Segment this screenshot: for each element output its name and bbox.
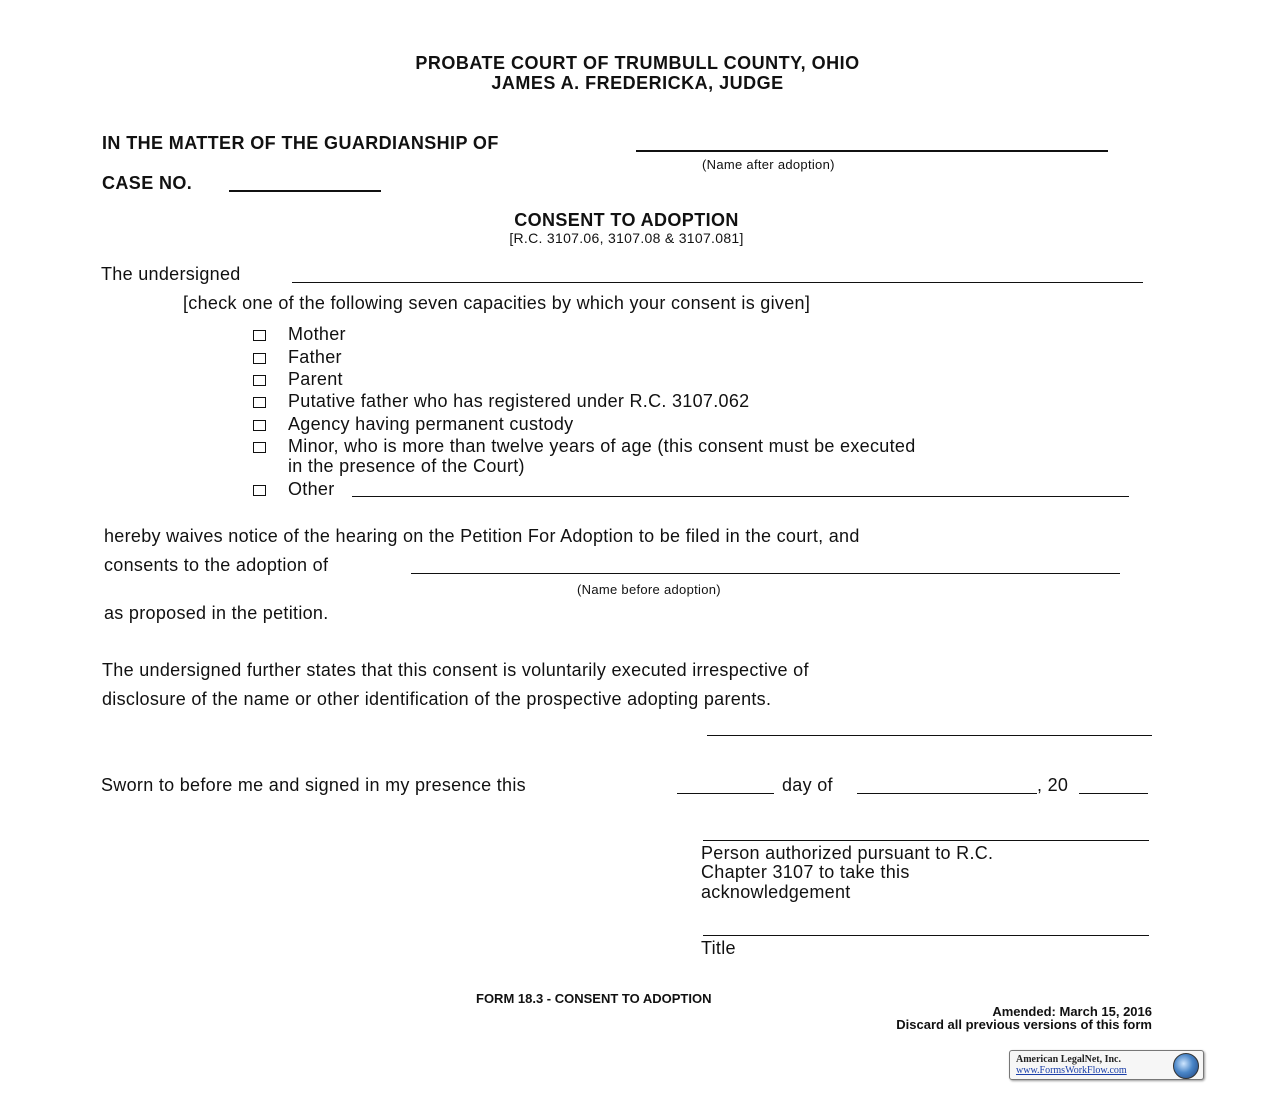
waiver-line-2: consents to the adoption of [104,555,329,575]
authorized-line-1: Person authorized pursuant to R.C. [701,843,994,863]
adoptee-name-field[interactable] [411,573,1120,574]
name-after-adoption-caption: (Name after adoption) [702,157,835,172]
form-title: CONSENT TO ADOPTION [514,210,739,230]
court-name: PROBATE COURT OF TRUMBULL COUNTY, OHIO [415,53,860,73]
title-label: Title [701,938,736,958]
option-agency-label: Agency having permanent custody [288,414,574,434]
waiver-line-1: hereby waives notice of the hearing on the Petition For Adoption to be filed in the court, and [104,526,860,546]
sworn-statement: Sworn to before me and signed in my presence this [101,775,526,795]
undersigned-label: The undersigned [101,264,241,284]
form-identifier: FORM 18.3 - CONSENT TO ADOPTION [476,991,712,1006]
sworn-year-field[interactable] [1079,793,1148,794]
american-legalnet-logo[interactable] [1009,1050,1204,1080]
option-putative-father-label: Putative father who has registered under R.C. 3107.062 [288,391,750,411]
option-parent-label: Parent [288,369,343,389]
checkbox-putative-father[interactable] [253,397,266,408]
logo-url-link[interactable]: www.FormsWorkFlow.com [1016,1065,1127,1076]
name-before-adoption-caption: (Name before adoption) [577,582,721,597]
checkbox-father[interactable] [253,353,266,364]
checkbox-mother[interactable] [253,330,266,341]
authorized-line-2: Chapter 3107 to take this [701,862,910,882]
option-mother-label: Mother [288,324,346,344]
globe-icon [1173,1053,1199,1079]
judge-name: JAMES A. FREDERICKA, JUDGE [491,73,784,93]
checkbox-minor[interactable] [253,442,266,453]
case-number-field[interactable] [229,190,381,192]
checkbox-parent[interactable] [253,375,266,386]
other-capacity-field[interactable] [352,496,1129,497]
authorized-line-3: acknowledgement [701,882,851,902]
matter-label: IN THE MATTER OF THE GUARDIANSHIP OF [102,133,499,153]
sworn-month-field[interactable] [857,793,1037,794]
amended-date: Amended: March 15, 2016 [992,1004,1152,1019]
case-number-label: CASE NO. [102,173,193,193]
statute-reference: [R.C. 3107.06, 3107.08 & 3107.081] [509,230,744,246]
sworn-year-prefix: , 20 [1037,775,1069,795]
undersigned-name-field[interactable] [292,282,1143,283]
sworn-day-of-label: day of [782,775,833,795]
option-minor-label-continued: in the presence of the Court) [288,456,525,476]
discard-notice: Discard all previous versions of this form [896,1017,1152,1032]
logo-company-name: American LegalNet, Inc. [1016,1054,1121,1065]
guardianship-name-field[interactable] [636,150,1108,152]
option-father-label: Father [288,347,342,367]
option-other-label: Other [288,479,335,499]
checkbox-agency[interactable] [253,420,266,431]
statement-line-1: The undersigned further states that this consent is voluntarily executed irrespective of [102,660,809,680]
sworn-day-field[interactable] [677,793,774,794]
authorized-signature-field[interactable] [703,840,1149,841]
signature-field[interactable] [707,735,1152,736]
title-field[interactable] [703,935,1149,936]
option-minor-label: Minor, who is more than twelve years of age (this consent must be executed [288,436,916,456]
statement-line-2: disclosure of the name or other identification of the prospective adopting parents. [102,689,772,709]
waiver-line-3: as proposed in the petition. [104,603,329,623]
capacity-instruction: [check one of the following seven capacities by which your consent is given] [183,293,811,313]
checkbox-other[interactable] [253,485,266,496]
